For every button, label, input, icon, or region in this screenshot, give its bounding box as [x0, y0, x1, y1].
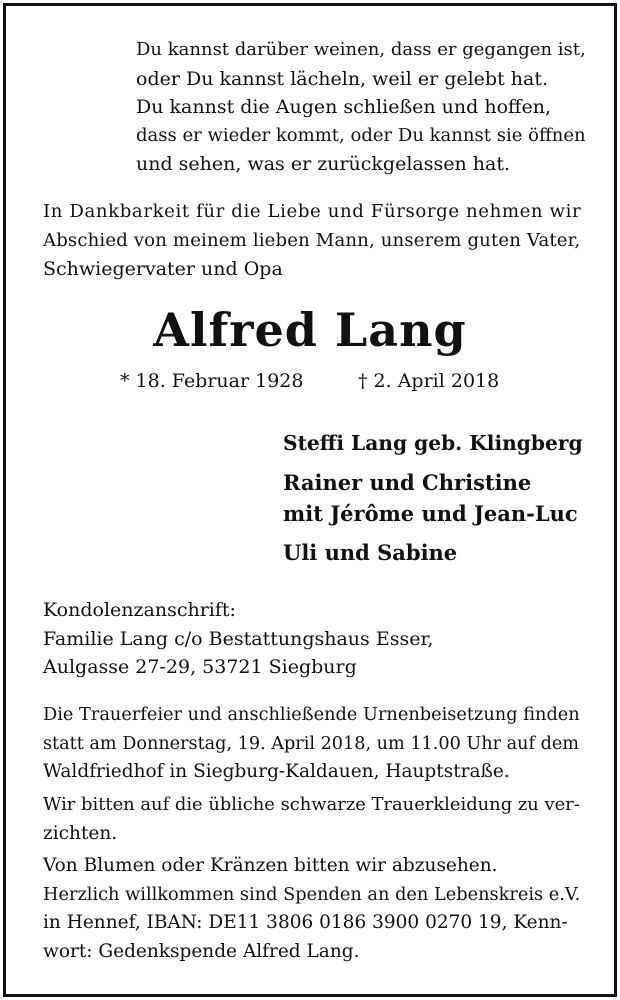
donation-note [43, 852, 580, 966]
poem-line: dass er wieder kommt, oder Du kannst sie öffnen [136, 124, 586, 146]
mourner-line: mit Jérôme und Jean-Luc [283, 501, 578, 526]
intro-line: Schwiegervater und Opa [43, 258, 283, 280]
condolence-line: Familie Lang c/o Bestattungshaus Esser, [43, 627, 434, 650]
mourners [283, 428, 583, 576]
poem-line: Du kannst darüber weinen, dass er gegangen ist, [136, 39, 586, 60]
donation-line: Von Blumen oder Kränzen bitten wir abzusehen. [43, 855, 498, 876]
donation-line: wort: Gedenkspende Alfred Lang. [43, 940, 360, 962]
intro-text [43, 198, 580, 284]
mourner-group [283, 428, 583, 459]
mourner-line: Steffi Lang geb. Klingberg [283, 431, 583, 455]
ceremony-info [43, 701, 580, 787]
condolence-address [43, 596, 580, 682]
birth-date: * 18. Februar 1928 [120, 370, 304, 392]
ceremony-line: statt am Donnerstag, 19. April 2018, um 11.00 Uhr auf dem [43, 733, 580, 754]
ceremony-line: Waldfriedhof in Siegburg-Kaldauen, Hauptstraße. [43, 761, 510, 782]
condolence-line: Kondolenzanschrift: [43, 599, 236, 621]
donation-line: Herzlich willkommen sind Spenden an den Lebenskreis e.V. [43, 884, 581, 905]
ceremony-line: Die Trauerfeier und anschließende Urnenbeisetzung finden [43, 705, 580, 725]
mourner-line: Rainer und Christine [283, 470, 532, 495]
poem-line: oder Du kannst lächeln, weil er gelebt hat. [136, 67, 549, 90]
mourner-line: Uli und Sabine [283, 540, 458, 565]
poem-line: Du kannst die Augen schließen und hoffen, [136, 96, 552, 118]
intro-line: Abschied von meinem lieben Mann, unserem guten Vater, [43, 229, 581, 251]
intro-line: In Dankbarkeit für die Liebe und Fürsorge nehmen wir [43, 201, 582, 222]
mourner-group [283, 467, 583, 529]
condolence-line: Aulgasse 27-29, 53721 Siegburg [43, 656, 357, 678]
mourner-group [283, 537, 583, 568]
death-date: † 2. April 2018 [358, 370, 500, 392]
deceased-name: Alfred Lang [153, 303, 467, 357]
dress-note [43, 791, 580, 848]
dress-line: zichten. [43, 822, 118, 844]
poem [136, 36, 586, 179]
dress-line: Wir bitten auf die übliche schwarze Trauerkleidung zu ver- [43, 794, 580, 815]
poem-line: und sehen, was er zurückgelassen hat. [136, 153, 511, 175]
donation-line: in Hennef, IBAN: DE11 3806 0186 3900 0270 19, Kenn- [43, 912, 568, 933]
